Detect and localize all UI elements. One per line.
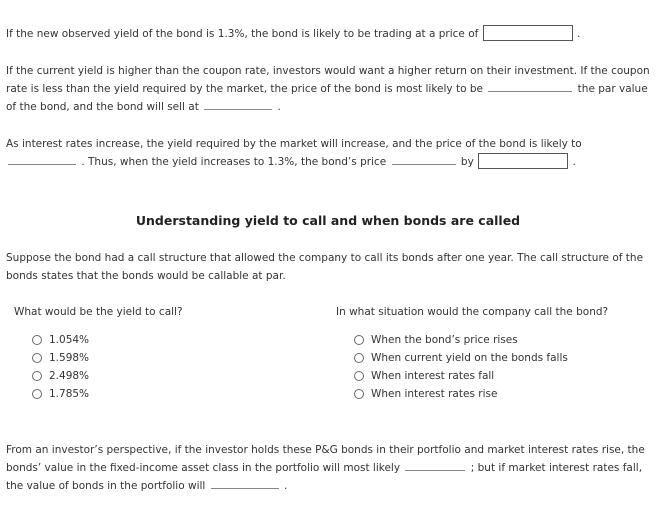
paragraph-investor-perspective (6, 441, 650, 495)
yield-option[interactable] (32, 331, 89, 349)
investor-text: From an investor’s perspective, if the investor holds these P&G bonds in their portfolio and market interest rates rise, the bonds’ value in the fixed-income asset class in the portfolio will most likely (6, 444, 645, 474)
by-text: by (460, 156, 474, 168)
option-label: 1.598% (49, 352, 90, 364)
price-input-box[interactable] (483, 25, 573, 41)
radio-icon[interactable] (354, 371, 364, 381)
radio-icon[interactable] (32, 353, 42, 363)
yield-option[interactable] (32, 349, 89, 367)
option-label: 1.785% (49, 388, 90, 400)
radio-icon[interactable] (354, 353, 364, 363)
rates-fall-text: ; but if market interest rates fall, the value of bonds in the portfolio will (6, 462, 643, 492)
price-question-text: If the new observed yield of the bond is 1.3%, the bond is likely to be trading at a price of (6, 28, 479, 40)
radio-icon[interactable] (354, 389, 364, 399)
situation-option[interactable] (354, 349, 568, 367)
radio-icon[interactable] (32, 335, 42, 345)
period-text: . (277, 101, 281, 113)
call-structure-paragraph: Suppose the bond had a call structure that allowed the company to call its bonds after one year. The call structure of the bonds states that the bonds would be callable at par. (6, 252, 644, 282)
price-relation-dropdown[interactable] (488, 80, 572, 92)
yield-to-call-question: What would be the yield to call? (14, 306, 183, 318)
period-text: . (284, 480, 288, 492)
paragraph-price-at-yield (6, 25, 650, 43)
option-label: When the bond’s price rises (371, 334, 518, 346)
yield-to-call-options (32, 331, 89, 403)
period-text: . (577, 28, 581, 40)
section-heading: Understanding yield to call and when bonds are called (135, 213, 521, 228)
value-fall-dropdown[interactable] (211, 477, 279, 489)
situation-option[interactable] (354, 331, 568, 349)
yield-option[interactable] (32, 385, 89, 403)
paragraph-coupon-vs-yield (6, 62, 650, 116)
call-situation-options (354, 331, 568, 403)
rates-increase-text: As interest rates increase, the yield required by the market will increase, and the price of the bond is likely to (6, 138, 582, 150)
option-label: When interest rates rise (371, 388, 498, 400)
yield-option[interactable] (32, 367, 89, 385)
price-change-input-box[interactable] (478, 153, 568, 169)
price-change-dropdown[interactable] (392, 153, 456, 165)
option-label: 1.054% (49, 334, 90, 346)
price-direction-dropdown[interactable] (8, 153, 76, 165)
coupon-yield-text: If the current yield is higher than the coupon rate, investors would want a higher return on their investment. If the coupon rate is less than the yield required by the market, the price of the bond is most likely to be (6, 65, 650, 95)
radio-icon[interactable] (354, 335, 364, 345)
period-text: . (572, 156, 576, 168)
option-label: When interest rates fall (371, 370, 495, 382)
radio-icon[interactable] (32, 389, 42, 399)
option-label: When current yield on the bonds falls (371, 352, 568, 364)
option-label: 2.498% (49, 370, 90, 382)
sell-at-text: the par value of the bond, and the bond will sell at (6, 83, 648, 113)
bond-price-text: . Thus, when the yield increases to 1.3%, the bond’s price (81, 156, 387, 168)
call-situation-question: In what situation would the company call the bond? (336, 306, 609, 318)
radio-icon[interactable] (32, 371, 42, 381)
situation-option[interactable] (354, 367, 568, 385)
situation-option[interactable] (354, 385, 568, 403)
sell-at-dropdown[interactable] (204, 98, 272, 110)
paragraph-rates-increase (6, 135, 650, 171)
value-rise-dropdown[interactable] (405, 459, 465, 471)
